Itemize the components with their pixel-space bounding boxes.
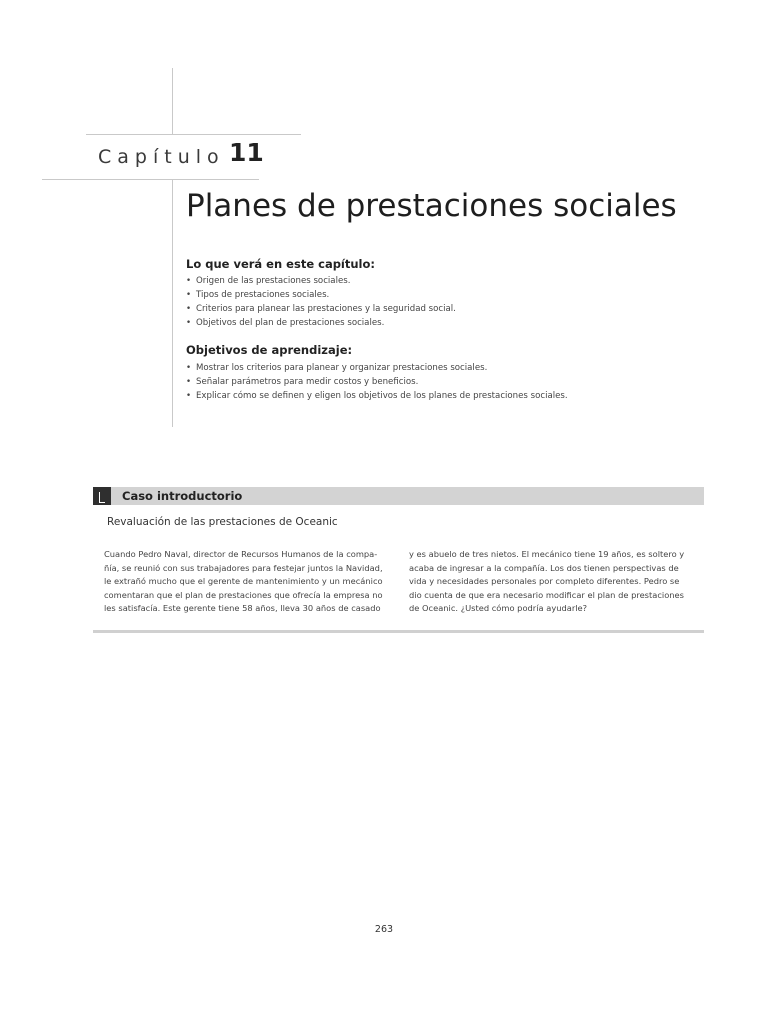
bullet: • <box>186 363 192 373</box>
objectives-heading: Objetivos de aprendizaje: <box>186 343 353 357</box>
list-item <box>186 389 568 403</box>
list-item-text: Objetivos del plan de prestaciones sociales. <box>196 318 385 328</box>
list-item <box>186 274 456 288</box>
bullet: • <box>186 391 192 401</box>
chapter-title: Planes de prestaciones sociales <box>186 188 677 224</box>
list-item-text: Origen de las prestaciones sociales. <box>196 276 351 286</box>
page-number: 263 <box>374 924 394 935</box>
case-text-right-column <box>409 548 699 616</box>
case-subtitle: Revaluación de las prestaciones de Oceanic <box>107 516 338 528</box>
text-line: dio cuenta de que era necesario modificar el plan de prestaciones <box>409 589 684 600</box>
text-line: le extrañó mucho que el gerente de mantenimiento y un mecánico <box>104 576 383 587</box>
text-line: y es abuelo de tres nietos. El mecánico tiene 19 años, es soltero y <box>409 549 685 559</box>
bullet: • <box>186 377 192 387</box>
overview-heading: Lo que verá en este capítulo: <box>186 257 375 271</box>
text-line: acaba de ingresar a la compañía. Los dos tienen perspectivas de <box>409 562 679 573</box>
chapter-rule-upper <box>86 134 301 135</box>
list-item-text: Tipos de prestaciones sociales. <box>196 290 330 300</box>
bullet: • <box>186 290 192 300</box>
bullet: • <box>186 276 192 286</box>
case-bottom-rule <box>93 630 704 633</box>
list-item <box>186 361 568 375</box>
list-item-text: Mostrar los criterios para planear y organizar prestaciones sociales. <box>196 363 488 373</box>
text-line: comentaran que el plan de prestaciones que ofrecía la empresa no <box>104 589 383 600</box>
case-icon <box>93 487 111 505</box>
list-item <box>186 288 456 302</box>
text-line: vida y necesidades personales por completo diferentes. Pedro se <box>409 576 680 587</box>
case-text-left-column <box>104 548 394 616</box>
bullet: • <box>186 318 192 328</box>
case-header-bar <box>93 487 704 505</box>
list-item <box>186 302 456 316</box>
objectives-list <box>186 361 568 403</box>
chapter-number: 11 <box>229 138 264 167</box>
list-item-text: Señalar parámetros para medir costos y beneficios. <box>196 377 419 387</box>
text-line: les satisfacía. Este gerente tiene 58 años, lleva 30 años de casado <box>104 603 381 614</box>
list-item <box>186 375 568 389</box>
chapter-label: Capítulo <box>98 146 225 168</box>
text-line: Cuando Pedro Naval, director de Recursos Humanos de la compa- <box>104 549 378 559</box>
chapter-vertical-rule-top <box>172 68 173 134</box>
bullet: • <box>186 304 192 314</box>
list-item-text: Explicar cómo se definen y eligen los objetivos de los planes de prestaciones sociales. <box>196 391 568 401</box>
text-line: de Oceanic. ¿Usted cómo podría ayudarle? <box>409 603 588 614</box>
chapter-rule-lower <box>42 179 259 180</box>
case-label: Caso introductorio <box>122 489 243 503</box>
overview-list <box>186 274 456 330</box>
list-item-text: Criterios para planear las prestaciones y la seguridad social. <box>196 304 456 314</box>
list-item <box>186 316 456 330</box>
chapter-vertical-rule <box>172 180 173 427</box>
text-line: ñía, se reunió con sus trabajadores para festejar juntos la Navidad, <box>104 562 383 573</box>
